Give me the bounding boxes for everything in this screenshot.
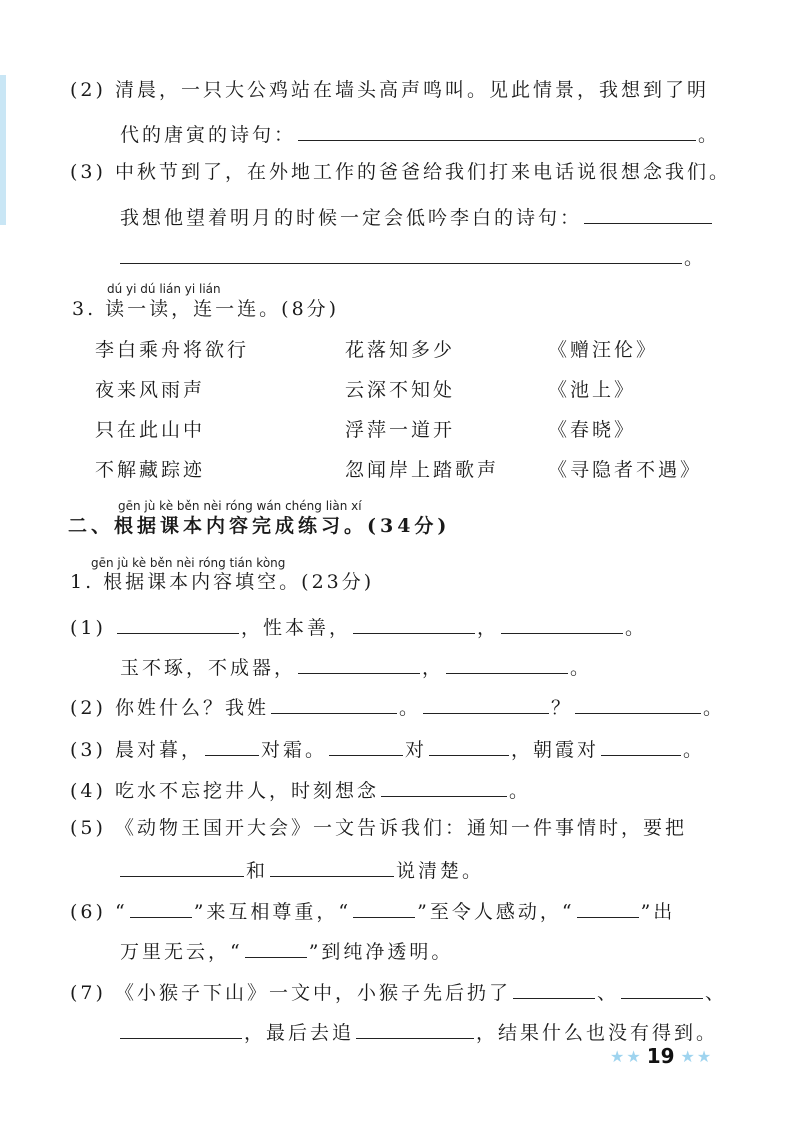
fill-item-7-number: (7)	[70, 982, 106, 1004]
fill-item-6-line2	[120, 937, 453, 964]
q2-line1	[70, 78, 709, 102]
fill-item-4-number: (4)	[70, 780, 106, 802]
fill-item-7-line2	[120, 1018, 718, 1045]
fill-item-5	[70, 816, 687, 840]
fill-3-text-e: 。	[683, 739, 706, 761]
fill-5-blank-b[interactable]	[270, 856, 394, 877]
fill-7-blank-d[interactable]	[356, 1018, 474, 1039]
fill-4-text-a: 吃水不忘挖井人，时刻想念	[114, 780, 379, 802]
fill-6-text-a: “	[114, 901, 128, 923]
page-footer	[610, 1044, 711, 1068]
fill-7-line2-text-a: ，最后去追	[244, 1022, 355, 1044]
fill-item-7	[70, 978, 727, 1005]
fill-item-1-number: (1)	[70, 617, 106, 639]
fill-title: 1. 根据课本内容填空。(23分)	[70, 571, 375, 593]
read-connect-title: 3. 读一读，连一连。(8分)	[72, 298, 340, 320]
fill-item-6	[70, 897, 675, 924]
fill-item-4	[70, 776, 531, 803]
fill-3-blank-d[interactable]	[601, 735, 681, 756]
fill-5-text-b: 和	[246, 860, 269, 882]
q2-line2	[120, 120, 720, 147]
star-icon: ★	[610, 1046, 625, 1066]
q2-cont: 代的唐寅的诗句：	[120, 124, 297, 146]
fill-1-text-b: ，	[476, 617, 499, 639]
fill-item-6-number: (6)	[70, 901, 106, 923]
col3-item-4[interactable]: 《寻隐者不遇》	[548, 459, 703, 481]
q3-number: (3)	[70, 161, 106, 183]
fill-6-text-c: ”至令人感动，“	[417, 901, 575, 923]
fill-1-text-c: 。	[625, 617, 648, 639]
fill-item-5-line2	[120, 856, 484, 883]
fill-3-blank-b[interactable]	[329, 735, 403, 756]
fill-6-blank-b[interactable]	[353, 897, 415, 918]
fill-1-blank-c[interactable]	[501, 613, 623, 634]
q3-answer-blank-1[interactable]	[584, 203, 712, 224]
fill-3-text-a: 晨对暮，	[114, 739, 203, 761]
fill-1-blank-d[interactable]	[298, 653, 420, 674]
fill-7-text-c: 、	[705, 982, 728, 1004]
q3-answer-blank-2[interactable]	[120, 243, 682, 264]
fill-4-text-b: 。	[508, 780, 531, 802]
col1-item-3[interactable]: 只在此山中	[95, 419, 206, 441]
fill-item-3	[70, 735, 705, 762]
q3-line3	[120, 243, 706, 270]
fill-6-text-d: ”出	[640, 901, 676, 923]
fill-6-blank-d[interactable]	[245, 937, 307, 958]
fill-4-blank-a[interactable]	[381, 776, 507, 797]
q3-text: 中秋节到了，在外地工作的爸爸给我们打来电话说很想念我们。	[114, 161, 731, 183]
read-connect-pinyin: dú yi dú lián yi lián	[107, 282, 221, 296]
fill-7-blank-a[interactable]	[513, 978, 595, 999]
fill-1-line2-text-b: ，	[422, 657, 445, 679]
fill-3-text-c: 对	[405, 739, 428, 761]
fill-7-text-a: 《小猴子下山》一文中，小猴子先后扔了	[114, 982, 511, 1004]
col2-item-4[interactable]: 忽闻岸上踏歌声	[345, 459, 500, 481]
fill-6-line2-text-b: ”到纯净透明。	[308, 941, 454, 963]
fill-2-blank-b[interactable]	[423, 693, 549, 714]
fill-1-text-a: ，性本善，	[240, 617, 351, 639]
fill-7-blank-c[interactable]	[120, 1018, 242, 1039]
fill-1-line2-text-a: 玉不琢，不成器，	[120, 657, 297, 679]
fill-1-line2-text-c: 。	[570, 657, 593, 679]
fill-5-text-a: 《动物王国开大会》一文告诉我们：通知一件事情时，要把	[114, 817, 687, 839]
fill-3-blank-a[interactable]	[205, 735, 259, 756]
star-icon: ★	[626, 1046, 641, 1066]
fill-7-blank-b[interactable]	[621, 978, 703, 999]
fill-1-blank-e[interactable]	[446, 653, 568, 674]
col3-item-3[interactable]: 《春晓》	[548, 419, 637, 441]
fill-3-text-d: ，朝霞对	[511, 739, 600, 761]
fill-item-2	[70, 693, 725, 720]
col3-item-1[interactable]: 《赠汪伦》	[548, 339, 659, 361]
q2-answer-blank[interactable]	[298, 120, 696, 141]
col1-item-4[interactable]: 不解藏踪迹	[95, 459, 206, 481]
col1-item-1[interactable]: 李白乘舟将欲行	[95, 339, 250, 361]
section2-pinyin: gēn jù kè běn nèi róng wán chéng liàn xí	[118, 499, 362, 513]
fill-5-text-c: 说清楚。	[396, 860, 485, 882]
page-edge-strip	[0, 75, 6, 225]
fill-2-text-d: 。	[703, 697, 726, 719]
col1-item-2[interactable]: 夜来风雨声	[95, 379, 206, 401]
col3-item-2[interactable]: 《池上》	[548, 379, 637, 401]
section2-title: 二、根据课本内容完成练习。(34分)	[68, 515, 451, 537]
fill-2-text-c: ？	[551, 697, 574, 719]
fill-3-blank-c[interactable]	[429, 735, 509, 756]
fill-1-blank-a[interactable]	[117, 613, 239, 634]
fill-pinyin: gēn jù kè běn nèi róng tián kòng	[91, 556, 286, 570]
star-icon: ★	[696, 1046, 712, 1066]
col2-item-2[interactable]: 云深不知处	[345, 379, 456, 401]
fill-2-text-a: 你姓什么？我姓	[114, 697, 269, 719]
fill-2-text-b: 。	[398, 697, 421, 719]
fill-3-text-b: 对霜。	[260, 739, 327, 761]
fill-6-line2-text-a: 万里无云，“	[120, 941, 243, 963]
page-number: 19	[646, 1044, 675, 1068]
fill-6-blank-a[interactable]	[130, 897, 192, 918]
fill-7-text-b: 、	[596, 982, 619, 1004]
fill-6-blank-c[interactable]	[577, 897, 639, 918]
q3-cont: 我想他望着明月的时候一定会低吟李白的诗句：	[120, 207, 583, 229]
col2-item-1[interactable]: 花落知多少	[345, 339, 456, 361]
fill-item-1	[70, 613, 647, 640]
col2-item-3[interactable]: 浮萍一道开	[345, 419, 456, 441]
fill-5-blank-a[interactable]	[120, 856, 244, 877]
q3-line2	[120, 203, 714, 230]
fill-6-text-b: ”来互相尊重，“	[193, 901, 352, 923]
fill-item-5-number: (5)	[70, 817, 106, 839]
q2-number: (2)	[70, 79, 106, 101]
q2-period: 。	[698, 124, 721, 146]
fill-2-blank-c[interactable]	[575, 693, 701, 714]
fill-1-blank-b[interactable]	[353, 613, 475, 634]
fill-7-line2-text-b: ，结果什么也没有得到。	[476, 1022, 719, 1044]
fill-item-2-number: (2)	[70, 697, 106, 719]
q3-period: 。	[684, 247, 707, 269]
q2-text: 清晨，一只大公鸡站在墙头高声鸣叫。见此情景，我想到了明	[114, 79, 709, 101]
fill-item-3-number: (3)	[70, 739, 106, 761]
fill-2-blank-a[interactable]	[271, 693, 397, 714]
fill-item-1-line2	[120, 653, 592, 680]
star-icon: ★	[680, 1046, 695, 1066]
q3-line1	[70, 160, 731, 184]
